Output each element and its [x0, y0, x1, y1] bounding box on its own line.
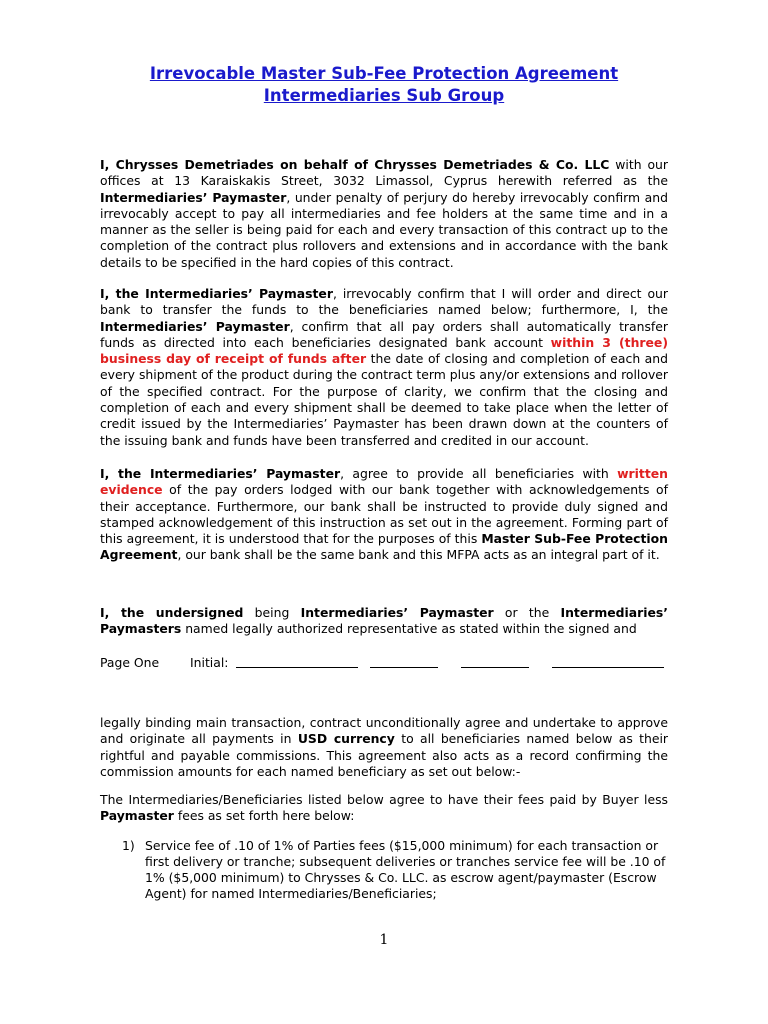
- initial-blank-1: [236, 655, 358, 672]
- paragraph-5: legally binding main transaction, contract unconditionally agree and undertake to approve and originate all payments in USD currency to all beneficiaries named below as their rightful and payable commissions. This agreement also acts as a record confirming the commission amounts for each named beneficiary as set out below:-: [100, 715, 669, 779]
- initial-label: Initial:: [190, 655, 229, 670]
- paragraph-2: I, the Intermediaries’ Paymaster, irrevocably confirm that I will order and direct our bank to transfer the funds to the beneficiaries named below; furthermore, I, the Intermediaries’ Paymaster, confirm that all pay orders shall automatically transfer funds as directed into each beneficiaries designated bank account within 3 (three) business day of receipt of funds after the date of closing and completion of each and every shipment of the product during the contract term plus any/or extensions and rollover of the specified contract. For the purpose of clarity, we confirm that the closing and completion of each and every shipment shall be deemed to take place when the letter of credit issued by the Intermediaries’ Paymaster has been drawn down at the counters of the issuing bank and funds have been transferred and credited in our account.: [100, 286, 668, 448]
- paragraph-4: I, the undersigned being Intermediaries’ Paymaster or the Intermediaries’ Paymasters named legally authorized representative as stated within the signed and: [100, 605, 668, 637]
- document-subtitle: Intermediaries Sub Group: [263, 86, 505, 105]
- initial-blank-3: [461, 655, 529, 672]
- highlight-deadline: within 3 (three) business day of receipt of funds after: [100, 334, 668, 367]
- initial-blank-4: [552, 655, 664, 672]
- initial-blank-2: [370, 655, 438, 672]
- list-text: Service fee of .10 of 1% of Parties fees ($15,000 minimum) for each transaction or first delivery or tranche; subsequent deliveries or tranches service fee will be .10 of 1% ($5,000 minimum) to Chrysses & Co. LLC. as escrow agent/paymaster (Escrow Agent) for named Intermediaries/Beneficiaries;: [145, 838, 666, 901]
- list-number: 1): [122, 838, 135, 853]
- page-number: 1: [379, 932, 389, 948]
- paragraph-1: I, Chrysses Demetriades on behalf of Chrysses Demetriades & Co. LLC with our offices at 13 Karaiskakis Street, 3032 Limassol, Cyprus herewith referred as the Intermediaries’ Paymaster, under penalty of perjury do hereby irrevocably confirm and irrevocably accept to pay all intermediaries and fee holders at the same time and in a manner as the seller is being paid for each and every transaction of this contract up to the completion of the contract plus rollovers and extensions and in accordance with the bank details to be specified in the hard copies of this contract.: [100, 157, 668, 270]
- document-title: Irrevocable Master Sub-Fee Protection Agreement: [149, 64, 619, 83]
- paragraph-3: I, the Intermediaries’ Paymaster, agree to provide all beneficiaries with written evidence of the pay orders lodged with our bank together with acknowledgements of their acceptance. Furthermore, our bank shall be instructed to provide duly signed and stamped acknowledgement of this instruction as set out in the agreement. Forming part of this agreement, it is understood that for the purposes of this Master Sub-Fee Protection Agreement, our bank shall be the same bank and this MFPA acts as an integral part of it.: [100, 466, 668, 563]
- paragraph-6: The Intermediaries/Beneficiaries listed below agree to have their fees paid by Buyer less Paymaster fees as set forth here below:: [100, 792, 668, 824]
- page-label: Page One: [100, 655, 160, 670]
- highlight-evidence: written evidence: [100, 466, 668, 498]
